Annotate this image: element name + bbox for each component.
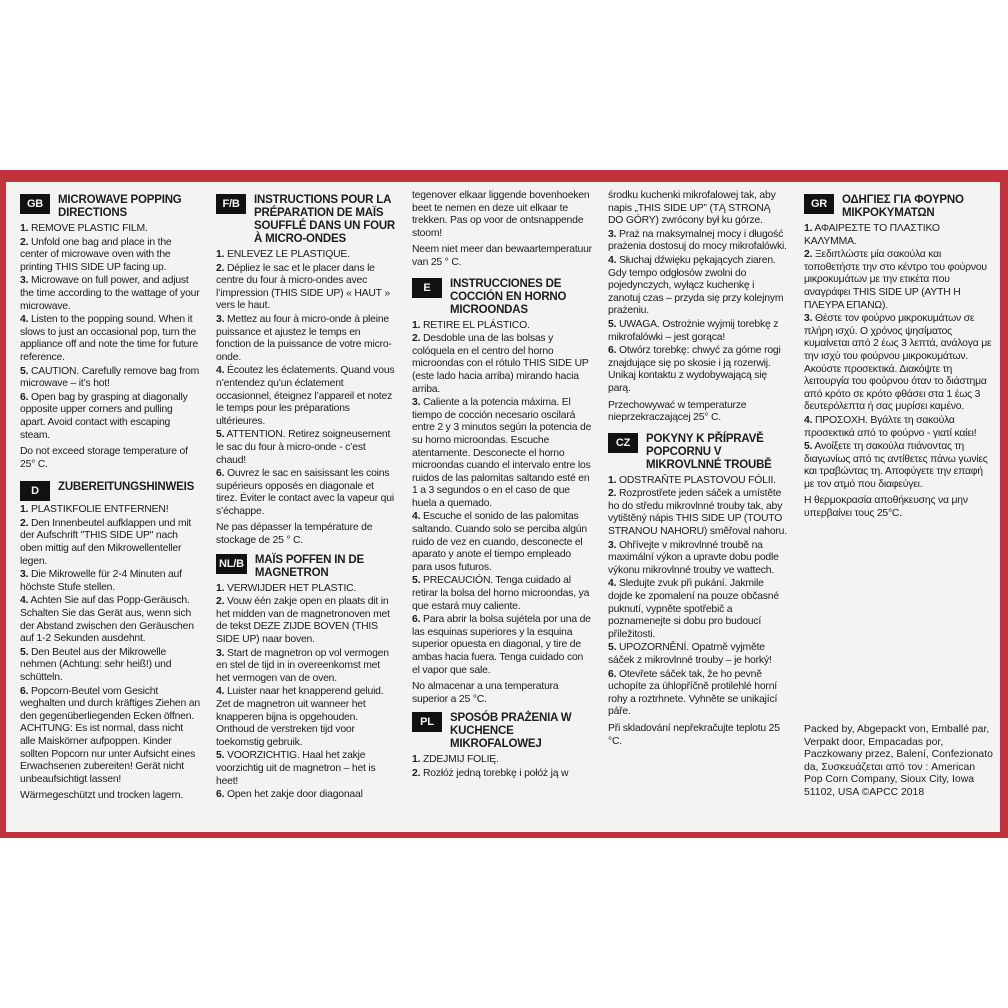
step-number: 5. xyxy=(608,318,617,330)
language-code-badge: GB xyxy=(20,194,50,214)
step-item xyxy=(216,314,396,364)
step-item xyxy=(20,518,200,568)
step-text: VERWIJDER HET PLASTIC. xyxy=(226,582,357,594)
step-item xyxy=(216,365,396,428)
step-item xyxy=(804,415,994,440)
language-code-badge: PL xyxy=(412,712,442,732)
step-item xyxy=(20,314,200,364)
step-item xyxy=(216,263,396,313)
step-text: UWAGA. Ostrożnie wyjmij torebkę z mikrofalówki – jest gorąca! xyxy=(608,318,779,343)
column-3 xyxy=(412,190,592,782)
step-item xyxy=(20,647,200,685)
step-text: Caliente a la potencia máxima. El tiempo de cocción necesario oscilará entre 2 y 3 minutos según la potencia de su horno microondas. Escuche atentamente. Desconecte el horno microondas cuando el intervalo entre los ruidos de las palomitas saltando esté en 1 a 3 segundos o en el caso de que huela a quemado. xyxy=(412,397,592,509)
storage-note: Neem niet meer dan bewaartemperatuur van 25 ° C. xyxy=(412,244,592,268)
step-item xyxy=(608,475,788,488)
step-item xyxy=(20,237,200,275)
step-text: REMOVE PLASTIC FILM. xyxy=(30,223,148,234)
step-item xyxy=(412,614,592,677)
storage-note: Do not exceed storage temperature of 25° C. xyxy=(20,446,188,470)
steps-e xyxy=(412,320,592,678)
step-number: 3. xyxy=(412,397,421,409)
language-code-badge: NL/B xyxy=(216,554,247,574)
step-item xyxy=(216,789,396,802)
language-code-badge: F/B xyxy=(216,194,246,214)
step-number: 2. xyxy=(20,517,29,529)
section-header-gb xyxy=(20,194,200,220)
section-header-nlb xyxy=(216,554,396,580)
step-text: Mettez au four à micro-onde à pleine puissance et ajustez le temps en fonction de la puissance de votre micro-onde. xyxy=(216,313,392,363)
step-number: 5. xyxy=(412,575,421,587)
step-text: Ανοίξετε τη σακούλα πιάνοντας τη διαγωνίως από τις αντίθετες πάνω γωνίες και τραβώντας τη. Αποφύγετε την επαφή με τον ατμό που διαφεύγει. xyxy=(804,441,988,490)
steps-gr xyxy=(804,223,994,491)
step-item xyxy=(20,504,200,517)
step-text: Die Mikrowelle für 2-4 Minuten auf höchste Stufe stellen. xyxy=(20,569,182,593)
step-item xyxy=(216,750,396,788)
step-item xyxy=(412,320,592,333)
step-number: 1. xyxy=(216,249,225,260)
step-text: Luister naar het knapperend geluid. Zet de magnetron uit wanneer het knapperen bijna is opgehouden. Onthoud de verstreken tijd voor toekomstig gebruik. xyxy=(216,686,384,748)
step-item xyxy=(412,511,592,574)
step-number: 3. xyxy=(216,647,225,659)
steps-pl xyxy=(412,754,592,780)
step-text: Ξεδιπλώστε μία σακούλα και τοποθετήστε την στο κέντρο του φούρνου μικροκυμάτων με την ετικέτα που αναγράφει THIS SIDE UP (ΑΥΤΗ Η ΠΛΕΥΡΑ ΕΠΑΝΩ). xyxy=(804,249,987,311)
section-header-fb xyxy=(216,194,396,246)
storage-note: Při skladování nepřekračujte teplotu 25 °C. xyxy=(608,722,780,747)
language-code-badge: D xyxy=(20,481,50,501)
step-item xyxy=(216,583,396,596)
step-item xyxy=(412,768,592,781)
step-number: 1. xyxy=(216,582,225,594)
step-text: Unfold one bag and place in the center of microwave oven with the printing THIS SIDE UP facing up. xyxy=(20,236,172,273)
step-text: Popcorn-Beutel vom Gesicht weghalten und durch kräftiges Ziehen an den gegenüberliegenden Ecken öffnen. ACHTUNG: Es ist normal, dass nicht alle Maiskörner aufpoppen. Kinder sollten Popcorn nur unter Aufsicht eines Erwachsenen zubereiten! Gerät nicht unbeaufsichtigt lassen! xyxy=(20,685,200,785)
step-number: 4. xyxy=(216,686,225,698)
step-number: 5. xyxy=(216,429,225,441)
step-text: ENLEVEZ LE PLASTIQUE. xyxy=(226,249,350,260)
step-text: Den Beutel aus der Mikrowelle nehmen (Achtung: sehr heiß!) und schütteln. xyxy=(20,646,172,683)
language-code-badge: E xyxy=(412,278,442,298)
step-text: Praż na maksymalnej mocy i długość prażenia dostosuj do mocy mikrofalówki. xyxy=(608,228,787,253)
step-number: 2. xyxy=(216,596,225,608)
step-number: 6. xyxy=(20,391,29,403)
section-title: INSTRUCTIONS POUR LA PRÉPARATION DE MAÏS SOUFFLÉ DANS UN FOUR À MICRO-ONDES xyxy=(254,194,396,245)
step-item xyxy=(20,366,200,391)
step-text: Écoutez les éclatements. Quand vous n’entendez qu’un éclatement occasionnel, éteignez l’appareil et notez le temps pour les préparations ultérieures. xyxy=(216,365,395,427)
step-number: 2. xyxy=(412,767,421,779)
section-title: ΟΔΗΓΙΕΣ ΓΙΑ ΦΟΥΡΝΟ ΜΙΚΡΟΚΥΜΑΤΩΝ xyxy=(842,194,964,219)
step-number: 3. xyxy=(216,313,225,325)
section-title: SPOSÓB PRAŻENIA W KUCHENCE MIKROFALOWEJ xyxy=(450,712,572,751)
steps-gb xyxy=(20,223,200,442)
section-title: MICROWAVE POPPING DIRECTIONS xyxy=(58,194,182,219)
step-item xyxy=(20,569,200,594)
packed-by-text: Packed by, Abgepackt von, Emballé par, Verpakt door, Empacadas por, Paczkowany przez, Balení, Confezionato da, Συσκευάζεται από τον : American Pop Corn Company, Sioux City, Iowa 51102, USA ©APCC 2018 xyxy=(804,724,993,798)
step-item xyxy=(608,578,788,641)
step-item xyxy=(412,397,592,510)
step-text: PLASTIKFOLIE ENTFERNEN! xyxy=(30,504,169,516)
step-number: 2. xyxy=(608,488,617,500)
step-text: Microwave on full power, and adjust the time according to the wattage of your microwave. xyxy=(20,275,200,312)
section-header-pl xyxy=(412,712,592,751)
step-text: ATTENTION. Retirez soigneusement le sac du four à micro-onde - c’est chaud! xyxy=(216,429,391,466)
step-number: 3. xyxy=(804,313,813,325)
step-text: Sledujte zvuk při pukání. Jakmile dojde ke zpomalení na pouze občasné puknutí, vypněte spotřebič a poznamenejte si dobu pro budoucí příležitosti. xyxy=(608,578,779,640)
steps-d xyxy=(20,504,200,786)
step-text: Start de magnetron op vol vermogen en stel de tijd in in overeenkomst met het vermogen van de oven. xyxy=(216,647,389,684)
step-text: Rozprostřete jeden sáček a umístěte ho do středu mikrovlnné trouby tak, aby vytištěný nápis THIS SIDE UP (TOUTO STRANOU NAHORU) směřoval nahoru. xyxy=(608,488,787,538)
section-title: INSTRUCCIONES DE COCCIÓN EN HORNO MICROONDAS xyxy=(450,277,567,316)
step-text: ΑΦΑΙΡΕΣΤΕ ΤΟ ΠΛΑΣΤΙΚΟ ΚΑΛΥΜΜΑ. xyxy=(804,223,940,247)
step-item xyxy=(20,686,200,787)
step-item xyxy=(804,313,994,414)
step-item xyxy=(412,575,592,613)
step-text: Desdoble una de las bolsas y colóquela en el centro del horno microondas con el rótulo THIS SIDE UP (este lado hacia arriba) mirando hacia arriba. xyxy=(412,333,589,395)
section-header-e xyxy=(412,278,592,317)
step-number: 5. xyxy=(608,642,617,654)
step-text: Achten Sie auf das Popp-Geräusch. Schalten Sie das Gerät aus, wenn sich der Abstand zwischen den Geräuschen auf 1-2 Sekunden ausdehnt. xyxy=(20,595,194,645)
continued-text: środku kuchenki mikrofalowej tak, aby napis „THIS SIDE UP” (TĄ STRONĄ DO GÓRY) zwrócony był ku górze. xyxy=(608,190,776,227)
step-text: Open het zakje door diagonaal xyxy=(226,789,363,801)
step-number: 5. xyxy=(20,646,29,658)
step-item xyxy=(216,648,396,686)
column-2 xyxy=(216,190,396,803)
storage-note: Wärmegeschützt und trocken lagern. xyxy=(20,790,183,802)
step-number: 6. xyxy=(216,789,225,801)
step-text: Ohřívejte v mikrovlnné troubě na maximální výkon a upravte dobu podle výkonu mikrovlnné trouby ve wattech. xyxy=(608,539,779,576)
language-code-badge: CZ xyxy=(608,433,638,453)
step-item xyxy=(608,488,788,538)
step-text: ODSTRAŇTE PLASTOVOU FÓLII. xyxy=(618,474,776,486)
step-number: 4. xyxy=(20,595,29,607)
step-number: 6. xyxy=(20,685,29,697)
column-4 xyxy=(608,190,788,749)
step-number: 6. xyxy=(608,668,617,680)
step-text: Listen to the popping sound. When it slows to just an occasional pop, turn the appliance off and note the time for future reference. xyxy=(20,314,198,363)
step-item xyxy=(20,223,200,236)
step-number: 5. xyxy=(20,365,29,377)
step-number: 5. xyxy=(804,441,813,453)
step-item xyxy=(412,333,592,396)
step-item xyxy=(804,223,994,248)
step-item xyxy=(608,642,788,667)
step-number: 2. xyxy=(20,236,29,248)
step-text: ZDEJMIJ FOLIĘ. xyxy=(422,754,499,766)
step-text: Otevřete sáček tak, že ho pevně uchopíte za úhlopříčně protilehlé horní rohy a roztrhnete. Vyhněte se unikající páře. xyxy=(608,668,778,718)
step-item xyxy=(608,319,788,344)
storage-note: Ne pas dépasser la température de stockage de 25 ° C. xyxy=(216,522,373,547)
step-item xyxy=(216,429,396,467)
step-item xyxy=(216,596,396,646)
step-number: 3. xyxy=(20,569,29,581)
step-item xyxy=(216,249,396,262)
step-item xyxy=(608,345,788,395)
step-item xyxy=(608,229,788,254)
language-code-badge: GR xyxy=(804,194,834,214)
column-1 xyxy=(20,190,200,804)
step-text: Ouvrez le sac en saisissant les coins supérieurs opposés en diagonale et tirez. Éviter le contact avec la vapeur qui s’échappe. xyxy=(216,468,394,517)
step-item xyxy=(804,249,994,312)
step-text: Den Innenbeutel aufklappen und mit der Aufschrift "THIS SIDE UP" nach oben mittig auf den Mikrowellenteller legen. xyxy=(20,517,192,567)
step-text: CAUTION. Carefully remove bag from microwave – it’s hot! xyxy=(20,365,200,390)
step-text: Otwórz torebkę: chwyć za górne rogi znajdujące się po skosie i ją rozerwij. Unikaj kontaktu z wydobywającą się parą. xyxy=(608,345,781,394)
steps-pl-continued xyxy=(608,229,788,396)
step-item xyxy=(608,540,788,578)
step-item xyxy=(20,275,200,313)
section-header-d xyxy=(20,481,200,501)
section-title: MAÏS POFFEN IN DE MAGNETRON xyxy=(254,553,364,579)
storage-note: No almacenar a una temperatura superior a 25 °C. xyxy=(412,681,559,705)
step-number: 1. xyxy=(20,223,29,234)
step-item xyxy=(216,686,396,749)
column-5 xyxy=(804,190,994,522)
step-number: 1. xyxy=(20,504,29,516)
step-item xyxy=(412,754,592,767)
step-item xyxy=(20,392,200,442)
step-number: 1. xyxy=(412,319,421,331)
step-text: Rozłóż jedną torebkę i połóż ją w xyxy=(422,767,569,779)
storage-note: Przechowywać w temperaturze nieprzekraczającej 25° C. xyxy=(608,399,747,424)
section-title: POKYNY K PŘÍPRAVĚ POPCORNU V MIKROVLNNÉ TROUBĚ xyxy=(646,432,772,471)
step-number: 3. xyxy=(608,539,617,551)
step-number: 4. xyxy=(412,511,421,523)
step-item xyxy=(608,255,788,318)
steps-fb xyxy=(216,249,396,518)
step-text: Para abrir la bolsa sujétela por una de las esquinas superiores y la esquina superior opuesta en diagonal, y tire de ambas hacia fuera. Tenga cuidado con el vapor que sale. xyxy=(412,614,591,676)
step-item xyxy=(20,595,200,645)
step-item xyxy=(804,441,994,491)
step-text: RETIRE EL PLÁSTICO. xyxy=(422,319,530,331)
step-text: Escuche el sonido de las palomitas saltando. Cuando solo se perciba algún ruido de vez en cuando, desconecte el aparato y anote el tiempo empleado para usos futuros. xyxy=(412,511,587,573)
step-text: Θέστε τον φούρνο μικροκυμάτων σε πλήρη ισχύ. Ο χρόνος ψησίματος κυμαίνεται από 2 έως 3 λεπτά, ανάλογα με την ισχύ του φούρνου μικροκυμάτων. Ακούστε προσεκτικά. Διακόψτε τη λειτουργία του φούρνου όταν το διάστημα από κρότο σε κρότο φθάσει στα 1 έως 3 δευτερόλεπτα ή σας μυρίσει καμένο. xyxy=(804,313,992,413)
step-text: UPOZORNĚNÍ. Opatrně vyjměte sáček z mikrovlnné trouby – je horký! xyxy=(608,642,772,666)
steps-nlb xyxy=(216,583,396,802)
step-number: 3. xyxy=(608,228,617,240)
section-header-gr xyxy=(804,194,994,220)
step-text: VOORZICHTIG. Haal het zakje voorzichtig uit de magnetron – het is heet! xyxy=(216,750,376,787)
step-item xyxy=(216,468,396,518)
step-number: 1. xyxy=(804,223,813,234)
step-number: 6. xyxy=(216,468,225,480)
storage-note: Η θερμοκρασία αποθήκευσης να μην υπερβαίνει τους 25°C. xyxy=(804,495,968,520)
step-number: 3. xyxy=(20,275,29,287)
section-title: ZUBEREITUNGSHINWEIS xyxy=(58,481,195,494)
section-header-cz xyxy=(608,433,788,472)
step-number: 4. xyxy=(216,365,225,377)
step-number: 4. xyxy=(608,254,617,266)
step-number: 2. xyxy=(804,249,813,261)
step-text: Vouw één zakje open en plaats dit in het midden van de magnetronoven met de tekst DEZE ZIJDE BOVEN (THIS SIDE UP) naar boven. xyxy=(216,596,390,646)
step-text: Open bag by grasping at diagonally opposite upper corners and pulling apart. Avoid contact with escaping steam. xyxy=(20,391,188,441)
step-number: 4. xyxy=(608,578,617,590)
step-item xyxy=(608,669,788,719)
step-text: Słuchaj dźwięku pękających ziaren. Gdy tempo odgłosów zwolni do pojedynczych, wyłącz kuchenkę i zanotuj czas – przyda się przy kolejnym prażeniu. xyxy=(608,254,784,317)
step-text: PRECAUCIÓN. Tenga cuidado al retirar la bolsa del horno microondas, ya que estará muy caliente. xyxy=(412,575,590,612)
step-number: 5. xyxy=(216,750,225,762)
steps-cz xyxy=(608,475,788,719)
step-number: 1. xyxy=(412,754,421,766)
step-number: 2. xyxy=(412,333,421,345)
step-number: 4. xyxy=(20,314,29,326)
step-number: 1. xyxy=(608,474,617,486)
step-number: 6. xyxy=(608,345,617,357)
step-number: 2. xyxy=(216,262,225,274)
step-text: Dépliez le sac et le placer dans le centre du four à micro-ondes avec l’impression (THIS SIDE UP) « HAUT » vers le haut. xyxy=(216,262,390,312)
step-number: 6. xyxy=(412,614,421,626)
continued-text: tegenover elkaar liggende bovenhoeken beet te nemen en deze uit elkaar te trekken. Pas op voor de ontsnappende stoom! xyxy=(412,190,590,239)
step-number: 4. xyxy=(804,414,813,426)
step-text: ΠΡΟΣΟΧΗ. Βγάλτε τη σακούλα προσεκτικά από το φούρνο - γιατί καίει! xyxy=(804,414,977,439)
